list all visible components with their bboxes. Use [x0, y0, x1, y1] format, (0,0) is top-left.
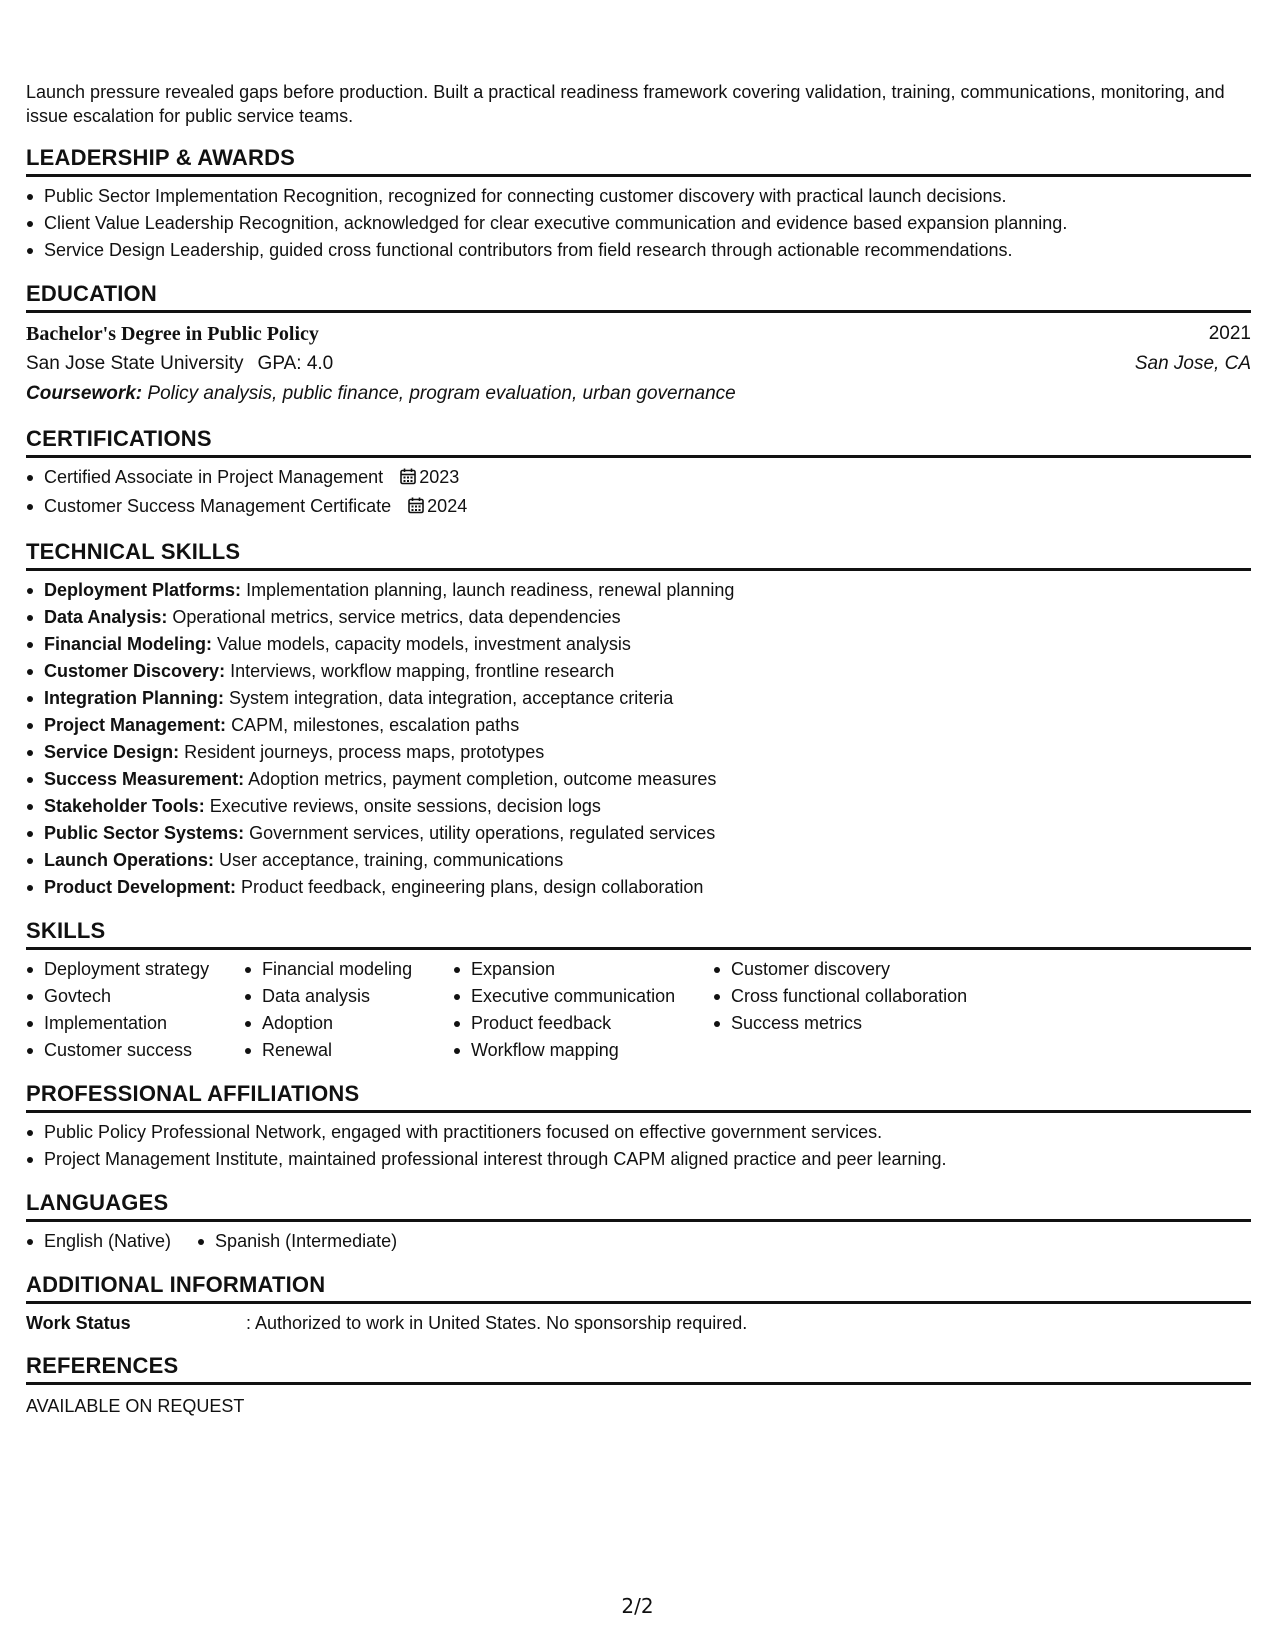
skill-detail: System integration, data integration, acceptance criteria	[229, 688, 674, 708]
school-name: San Jose State University	[26, 353, 244, 374]
list-item	[26, 464, 1251, 493]
list-item: Adoption	[244, 1010, 453, 1037]
skill-category: Stakeholder Tools:	[44, 796, 205, 816]
languages-list	[26, 1228, 1251, 1255]
skills-column	[713, 956, 1013, 1064]
skills-column	[453, 956, 713, 1064]
skill-category: Deployment Platforms:	[44, 580, 242, 600]
leadership-list	[26, 183, 1251, 264]
list-item: Expansion	[453, 956, 713, 983]
calendar-icon	[400, 466, 416, 493]
skills-grid	[26, 956, 1251, 1064]
calendar-icon	[408, 495, 424, 522]
section-title: TECHNICAL SKILLS	[26, 538, 1251, 571]
gpa: GPA: 4.0	[257, 353, 334, 374]
skill-detail: CAPM, milestones, escalation paths	[231, 715, 520, 735]
skill-detail: Product feedback, engineering plans, design collaboration	[241, 877, 704, 897]
certifications-section	[26, 425, 1251, 522]
coursework-value: Policy analysis, public finance, program evaluation, urban governance	[147, 383, 736, 404]
certification-name: Certified Associate in Project Management	[44, 467, 384, 487]
skill-detail: Adoption metrics, payment completion, outcome measures	[248, 769, 717, 789]
list-item: Public Sector Implementation Recognition, recognized for connecting customer discovery with practical launch decisions.	[26, 183, 1251, 210]
languages-section	[26, 1189, 1251, 1255]
skill-category: Launch Operations:	[44, 850, 215, 870]
list-item	[26, 793, 1251, 820]
skill-category: Integration Planning:	[44, 688, 224, 708]
section-title: PROFESSIONAL AFFILIATIONS	[26, 1080, 1251, 1113]
coursework-row	[26, 379, 1251, 409]
references-text: AVAILABLE ON REQUEST	[26, 1396, 245, 1416]
list-item	[26, 685, 1251, 712]
list-item: Workflow mapping	[453, 1037, 713, 1064]
list-item: Financial modeling	[244, 956, 453, 983]
affiliations-list	[26, 1119, 1251, 1173]
list-item: Deployment strategy	[26, 956, 244, 983]
certification-year: 2024	[427, 496, 468, 516]
list-item: Success metrics	[713, 1010, 1013, 1037]
list-item	[26, 820, 1251, 847]
list-item: Executive communication	[453, 983, 713, 1010]
list-item: Client Value Leadership Recognition, acknowledged for clear executive communication and evidence based expansion planning.	[26, 210, 1251, 237]
list-item	[26, 766, 1251, 793]
certification-year: 2023	[419, 467, 460, 487]
work-status-value: : Authorized to work in United States. No sponsorship required.	[246, 1313, 748, 1333]
skills-section	[26, 917, 1251, 1064]
section-title: REFERENCES	[26, 1352, 1251, 1385]
degree-name: Bachelor's Degree in Public Policy	[26, 323, 319, 345]
skill-category: Public Sector Systems:	[44, 823, 245, 843]
technical-skills-section	[26, 538, 1251, 901]
list-item: Spanish (Intermediate)	[197, 1228, 397, 1255]
skill-category: Success Measurement:	[44, 769, 245, 789]
coursework-label: Coursework:	[26, 383, 143, 404]
list-item	[26, 577, 1251, 604]
list-item: Customer discovery	[713, 956, 1013, 983]
section-title: LANGUAGES	[26, 1189, 1251, 1222]
graduation-year: 2021	[1208, 323, 1251, 344]
school-location: San Jose, CA	[1134, 353, 1251, 374]
list-item: Data analysis	[244, 983, 453, 1010]
work-status-row	[26, 1310, 1251, 1336]
education-school-row	[26, 349, 1251, 379]
list-item	[26, 493, 1251, 522]
skill-category: Data Analysis:	[44, 607, 168, 627]
section-title: EDUCATION	[26, 280, 1251, 313]
list-item: Project Management Institute, maintained professional interest through CAPM aligned practice and peer learning.	[26, 1146, 1251, 1173]
skill-detail: Resident journeys, process maps, prototypes	[184, 742, 545, 762]
list-item: English (Native)	[26, 1228, 171, 1255]
skill-detail: User acceptance, training, communications	[219, 850, 564, 870]
skill-category: Financial Modeling:	[44, 634, 213, 654]
experience-summary: Launch pressure revealed gaps before production. Built a practical readiness framework covering validation, training, communications, monitoring, and issue escalation for public service teams.	[26, 82, 1225, 126]
skill-category: Customer Discovery:	[44, 661, 226, 681]
list-item	[26, 712, 1251, 739]
skill-detail: Interviews, workflow mapping, frontline research	[230, 661, 615, 681]
section-title: LEADERSHIP & AWARDS	[26, 144, 1251, 177]
education-section	[26, 280, 1251, 409]
list-item: Customer success	[26, 1037, 244, 1064]
section-title: ADDITIONAL INFORMATION	[26, 1271, 1251, 1304]
list-item: Service Design Leadership, guided cross functional contributors from field research through actionable recommendations.	[26, 237, 1251, 264]
list-item: Public Policy Professional Network, engaged with practitioners focused on effective government services.	[26, 1119, 1251, 1146]
list-item	[26, 847, 1251, 874]
skill-detail: Value models, capacity models, investment analysis	[217, 634, 631, 654]
list-item	[26, 604, 1251, 631]
skills-column	[244, 956, 453, 1064]
list-item	[26, 658, 1251, 685]
resume-page	[26, 0, 1251, 1419]
skill-detail: Government services, utility operations, regulated services	[249, 823, 716, 843]
references-section	[26, 1352, 1251, 1419]
affiliations-section	[26, 1080, 1251, 1173]
list-item	[26, 631, 1251, 658]
list-item: Govtech	[26, 983, 244, 1010]
leadership-section	[26, 144, 1251, 264]
section-title: CERTIFICATIONS	[26, 425, 1251, 458]
list-item: Product feedback	[453, 1010, 713, 1037]
skill-category: Project Management:	[44, 715, 227, 735]
skill-detail: Implementation planning, launch readiness, renewal planning	[246, 580, 735, 600]
education-degree-row	[26, 319, 1251, 349]
skill-detail: Executive reviews, onsite sessions, decision logs	[209, 796, 601, 816]
list-item	[26, 739, 1251, 766]
certification-name: Customer Success Management Certificate	[44, 496, 392, 516]
list-item: Renewal	[244, 1037, 453, 1064]
skill-category: Product Development:	[44, 877, 237, 897]
section-title: SKILLS	[26, 917, 1251, 950]
skills-column	[26, 956, 244, 1064]
technical-skills-list	[26, 577, 1251, 901]
list-item: Implementation	[26, 1010, 244, 1037]
list-item	[26, 874, 1251, 901]
list-item: Cross functional collaboration	[713, 983, 1013, 1010]
skill-category: Service Design:	[44, 742, 180, 762]
skill-detail: Operational metrics, service metrics, data dependencies	[172, 607, 621, 627]
additional-info-section	[26, 1271, 1251, 1336]
page-number: 2/2	[621, 1594, 654, 1618]
certifications-list	[26, 464, 1251, 522]
work-status-label: Work Status	[26, 1313, 131, 1333]
